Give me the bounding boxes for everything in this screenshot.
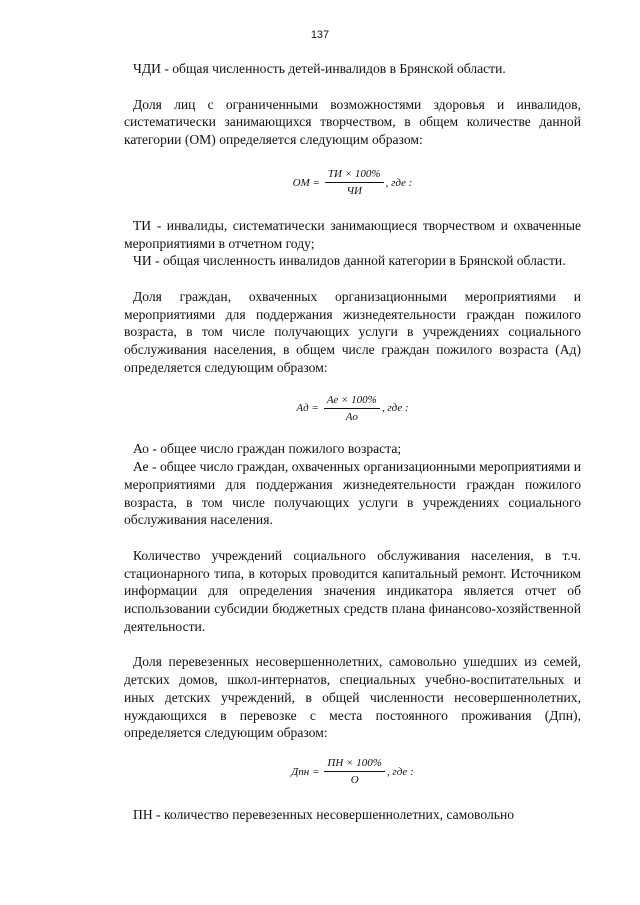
paragraph-dpn-description: Доля перевезенных несовершеннолетних, самовольно ушедших из семей, детских домов, школ-интернатов, специальных учебно-воспитательных и иных детских учреждений, в общей численности несовершеннолетних, нуждающихся в перевозке с места постоянного проживания (Дпн), определяется следующим образом: — [124, 654, 581, 741]
formula-dpn-denominator: О — [350, 774, 359, 787]
formula-ad-lhs: Ад = — [296, 402, 319, 415]
paragraph-ti-definition: ТИ - инвалиды, систематически занимающиеся творчеством и охваченные мероприятиями в отчетном году; — [124, 217, 581, 251]
formula-om-fraction — [325, 168, 384, 197]
paragraph-chdi-definition: ЧДИ - общая численность детей-инвалидов в Брянской области. — [133, 61, 506, 76]
formula-om-lhs: ОМ = — [292, 176, 320, 189]
paragraph-capital-repair: Количество учреждений социального обслуживания населения, в т.ч. стационарного типа, в которых проводится капитальный ремонт. Источником информации для определения значения индикатора является отчет об использовании субсидии бюджетных средств плана финансово-хозяйственной деятельности. — [124, 547, 581, 634]
document-body — [124, 60, 581, 824]
paragraph-ae-definition: Ае - общее число граждан, охваченных организационными мероприятиями и мероприятиями для поддержания жизнедеятельности граждан пожилого возраста, в том числе получающих услуги в учреждениях социального обслуживания населения. — [124, 459, 581, 528]
formula-dpn-suffix: , где : — [386, 765, 414, 778]
formula-dpn-lhs: Дпн = — [291, 765, 320, 778]
formula-om-denominator: ЧИ — [346, 185, 362, 198]
formula-ad-suffix: , где : — [381, 402, 409, 415]
paragraph-chi-definition: ЧИ - общая численность инвалидов данной категории в Брянской области. — [133, 253, 566, 269]
formula-dpn — [124, 752, 581, 792]
paragraph-ad-description: Доля граждан, охваченных организационными мероприятиями и мероприятиями для поддержания жизнедеятельности граждан пожилого возраста, в том числе получающих услуги в учреждениях социального обслуживания населения, в общем числе граждан пожилого возраста (Ад) определяется следующим образом: — [124, 288, 581, 375]
formula-dpn-fraction — [324, 757, 384, 786]
formula-dpn-numerator: ПН × 100% — [324, 757, 384, 772]
paragraph-ao-definition: Ао - общее число граждан пожилого возраста; — [133, 441, 402, 457]
formula-ad-fraction — [324, 394, 380, 423]
formula-ad — [124, 388, 581, 428]
formula-om-numerator: ТИ × 100% — [325, 168, 384, 183]
page-number: 137 — [310, 29, 330, 41]
formula-ad-numerator: Ае × 100% — [324, 394, 380, 409]
formula-om-suffix: , где : — [385, 176, 413, 189]
paragraph-om-description: Доля лиц с ограниченными возможностями здоровья и инвалидов, систематически занимающихся творчеством, в общем количестве данной категории (ОМ) определяется следующим образом: — [124, 96, 581, 148]
paragraph-pn-definition: ПН - количество перевезенных несовершеннолетних, самовольно — [133, 806, 515, 822]
formula-om — [124, 163, 581, 203]
formula-ad-denominator: Ао — [345, 410, 358, 423]
